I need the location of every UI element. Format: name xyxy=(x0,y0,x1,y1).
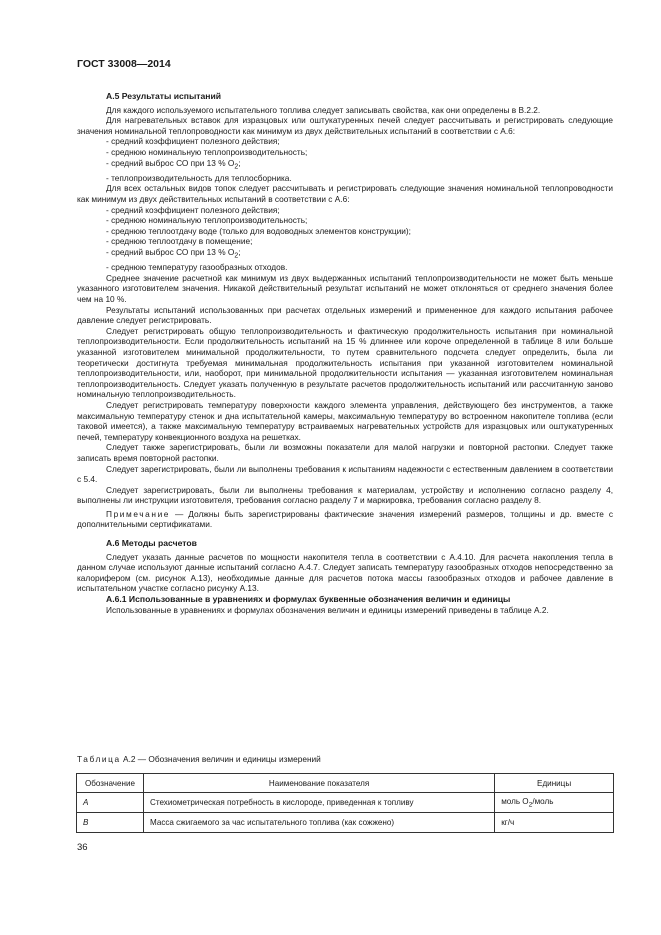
section-a5-title: А.5 Результаты испытаний xyxy=(106,91,222,101)
column-header-name: Наименование показателя xyxy=(143,774,494,793)
list-item-text: - средний выброс СО при 13 % О xyxy=(106,157,235,168)
paragraph: Следует регистрировать общую теплопроизводительность и фактическую продолжительность испытания при номинальной теплопроизводительности. Если продолжительность испытаний на 15 % длиннее или короче определенной в таблице 8 или больше указанной изготовителем минимальной продолжительности, то путем сравнительного подсчета следует определить, была ли теоретически достигнута требуемая минимальная продолжительность испытания при указанной изготовителем номинальной теплопроизводительности, или, наоборот, при минимальной продолжительности испытания — указанная изготовителем номинальная теплопроизводительность. Следует указать полученную в результате расчетов продолжительность испытаний или рассчитанную заново номинальную теплопроизводительность. xyxy=(77,325,613,400)
table-caption-text: А.2 — Обозначения величин и единицы измерений xyxy=(120,754,321,764)
list-item-text: ; xyxy=(238,246,241,257)
document-header: ГОСТ 33008—2014 xyxy=(77,58,171,70)
subscript: 2 xyxy=(528,801,533,809)
list-item-text: - средний выброс СО при 13 % О xyxy=(106,246,235,257)
list-item-text: ; xyxy=(238,157,241,168)
cell-symbol: A xyxy=(77,793,144,813)
list-item: - среднюю теплоотдачу воде (только для водоводных элементов конструкции); xyxy=(106,225,411,236)
list-item xyxy=(77,247,613,262)
page-number: 36 xyxy=(77,842,88,853)
cell-name: Стехиометрическая потребность в кислороде, приведенная к топливу xyxy=(143,793,494,813)
list-item xyxy=(77,158,613,173)
column-header-symbol: Обозначение xyxy=(77,774,144,793)
table-row xyxy=(77,793,614,813)
list-item: - теплопроизводительность для теплосборника. xyxy=(106,172,292,183)
paragraph: Для нагревательных вставок для изразцовых или оштукатуренных печей следует рассчитывать и регистрировать следующие значения номинальной теплопроводности как минимум из двух действительных испытаний в соответствии с А.6: xyxy=(77,115,613,136)
paragraph: Следует также зарегистрировать, были ли возможны показатели для малой нагрузки и повторной растопки. Следует также записать время повторной растопки. xyxy=(77,442,613,463)
cell-name: Масса сжигаемого за час испытательного топлива (как сожжено) xyxy=(143,813,494,833)
paragraph: Для каждого используемого испытательного топлива следует записывать свойства, как они определены в В.2.2. xyxy=(106,104,541,115)
cell-unit: кг/ч xyxy=(495,813,614,833)
note-label: Примечание xyxy=(106,508,171,519)
subscript: 2 xyxy=(234,252,239,260)
note xyxy=(77,509,613,530)
unit-text: /моль xyxy=(532,796,554,806)
list-item: - среднюю номинальную теплопроизводительность; xyxy=(106,146,308,157)
table-row xyxy=(77,813,614,833)
cell-symbol: B xyxy=(77,813,144,833)
paragraph: Использованные в уравнениях и формулах обозначения величин и единицы измерений приведены в таблице А.2. xyxy=(106,604,549,615)
units-table xyxy=(76,773,614,833)
paragraph: Для всех остальных видов топок следует рассчитывать и регистрировать следующие значения номинальной теплопроводности как минимум из двух действительных испытаний в соответствии с А.6: xyxy=(77,183,613,204)
paragraph: Результаты испытаний использованных при расчетах отдельных измерений и примененное для каждого испытания рабочее давление следует регистрировать. xyxy=(77,304,613,326)
list-item: - средний коэффициент полезного действия; xyxy=(106,204,280,215)
document-body xyxy=(77,91,613,615)
subsection-a61-title: А.6.1 Использованные в уравнениях и формулах буквенные обозначения величин и единицы xyxy=(106,594,511,605)
list-item: - среднюю номинальную теплопроизводительность; xyxy=(106,215,308,226)
cell-unit xyxy=(495,793,614,813)
column-header-units: Единицы xyxy=(495,774,614,793)
list-item: - среднюю температуру газообразных отходов. xyxy=(106,262,288,273)
table-header-row xyxy=(77,774,614,793)
paragraph: Среднее значение расчетной как минимум из двух выдержанных испытаний теплопроизводительности не может быть меньше указанного изготовителем значения. Никакой действительный результат испытаний не может отклоняться от среднего значения более чем на 10 %. xyxy=(77,272,613,304)
table-caption-label: Таблица xyxy=(77,754,121,764)
paragraph: Следует зарегистрировать, были ли выполнены требования к испытаниям надежности с естественным давлением в соответствии с 5.4. xyxy=(77,463,613,485)
paragraph: Следует зарегистрировать, были ли выполнены требования к материалам, устройству и исполнению согласно разделу 4, выполнены ли инструкции изготовителя, требования согласно разделу 7 и маркировка, требования согласно разделу 8. xyxy=(77,484,613,506)
unit-text: моль О xyxy=(501,796,529,806)
note-text: — Должны быть зарегистрированы фактические значения измерений размеров, толщины и др. вместе с дополнительными сертификатами. xyxy=(77,508,613,530)
subscript: 2 xyxy=(234,163,239,171)
section-a6-title: А.6 Методы расчетов xyxy=(106,538,197,549)
paragraph: Следует указать данные расчетов по мощности накопителя тепла в соответствии с А.4.10. Для расчета накопления тепла в данном случае используют данные испытаний согласно А.4.7. Следует записать температуру газообразных отходов непосредственно за калорифером (см. рисунок А.13), необходимые данные для расчетов потока массы газообразных отходов и рабочее давление в испытательном участке согласно рисунку А.13. xyxy=(77,551,613,594)
paragraph: Следует регистрировать температуру поверхности каждого элемента управления, действующего без инструментов, а также максимальную температуру стенок и дна испытательной камеры, максимальную температуру во встроенном накопителе топлива (если таковой имеется), а также максимальную температуру встраиваемых нагревательных устройств для изразцовых или оштукатуренных печей, температуру конвекционного воздуха на решетках. xyxy=(77,399,613,442)
list-item: - средний коэффициент полезного действия; xyxy=(106,136,280,147)
table-caption xyxy=(77,754,321,764)
list-item: - среднюю теплоотдачу в помещение; xyxy=(106,236,253,247)
